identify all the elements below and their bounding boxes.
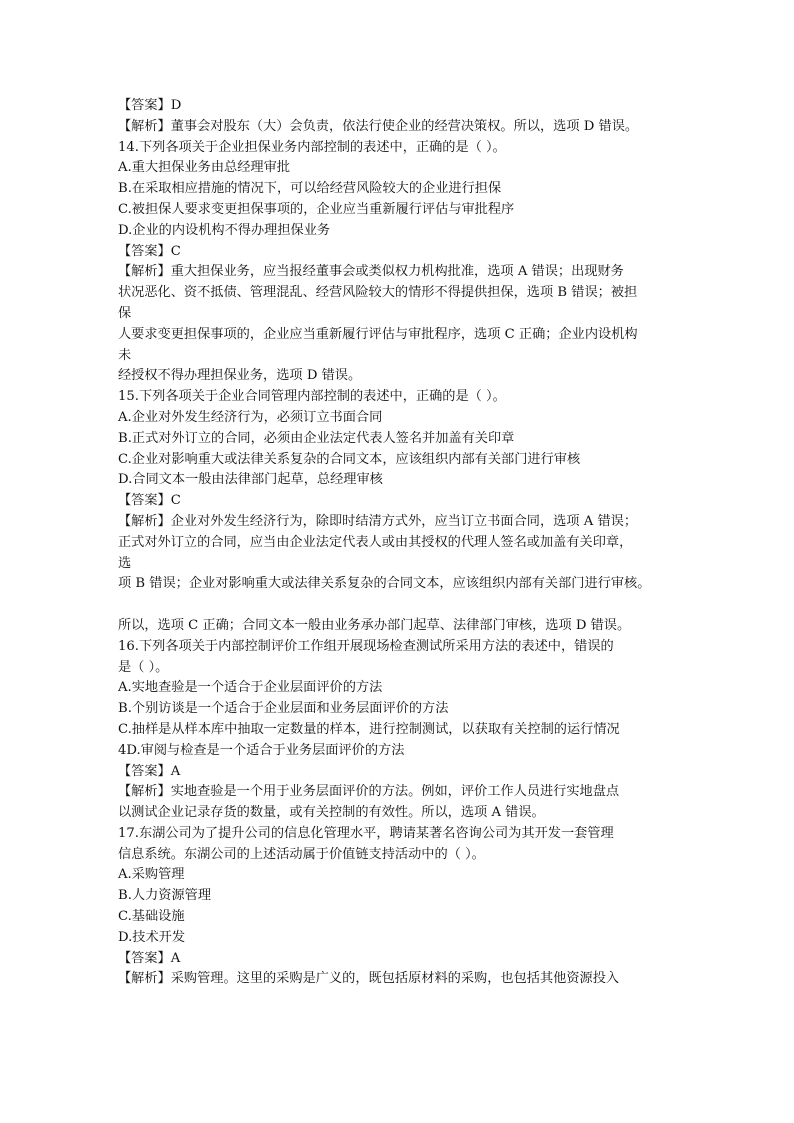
- option-a: A.企业对外发生经济行为，必须订立书面合同: [118, 409, 383, 425]
- explanation-line: 【解析】企业对外发生经济行为，除即时结清方式外，应当订立书面合同，选项 A 错误；: [118, 513, 638, 529]
- option-a: A.实地查验是一个适合于企业层面评价的方法: [118, 680, 383, 696]
- option-b: B.正式对外订立的合同，必须由企业法定代表人签名并加盖有关印章: [118, 430, 515, 446]
- explanation-line: 所以，选项 C 正确；合同文本一般由业务承办部门起草、法律部门审核，选项 D 错误。: [118, 617, 631, 633]
- question-16-cont: 是（ ）。: [118, 659, 169, 675]
- explanation-line: 选: [118, 555, 132, 571]
- answer-line: 【答案】C: [118, 493, 181, 509]
- question-15: 15.下列各项关于企业合同管理内部控制的表述中，正确的是（ ）。: [118, 389, 506, 405]
- explanation-line: 人要求变更担保事项的，企业应当重新履行评估与审批程序，选项 C 正确；企业内设机构: [118, 326, 638, 342]
- explanation-line: 以测试企业记录存货的数量，或有关控制的有效性。所以，选项 A 错误。: [118, 805, 545, 821]
- explanation-line: 【解析】采购管理。这里的采购是广义的，既包括原材料的采购，也包括其他资源投入: [118, 971, 620, 987]
- option-d: 4D.审阅与检查是一个适合于业务层面评价的方法: [118, 742, 405, 758]
- explanation-line: 正式对外订立的合同，应当由企业法定代表人或由其授权的代理人签名或加盖有关印章，: [118, 534, 633, 550]
- answer-line: 【答案】D: [118, 98, 182, 113]
- explanation-line: 项 B 错误；企业对影响重大或法律关系复杂的合同文本，应该组织内部有关部门进行审核。: [118, 576, 651, 592]
- option-b: B.个别访谈是一个适合于企业层面和业务层面评价的方法: [118, 701, 449, 717]
- option-b: B.人力资源管理: [118, 888, 212, 904]
- option-a: A.重大担保业务由总经理审批: [118, 160, 290, 176]
- question-17-cont: 信息系统。东湖公司的上述活动属于价值链支持活动中的（ ）。: [118, 846, 485, 862]
- answer-line: 【答案】A: [118, 763, 181, 779]
- blank-line: [118, 595, 698, 616]
- answer-line: 【答案】A: [118, 950, 181, 966]
- option-c: C.企业对影响重大或法律关系复杂的合同文本，应该组织内部有关部门进行审核: [118, 451, 581, 467]
- question-16: 16.下列各项关于内部控制评价工作组开展现场检查测试所采用方法的表述中，错误的: [118, 638, 614, 654]
- explanation-line: 【解析】董事会对股东（大）会负责，依法行使企业的经营决策权。所以，选项 D 错误。: [118, 118, 639, 134]
- question-14: 14.下列各项关于企业担保业务内部控制的表述中，正确的是（ ）。: [118, 139, 506, 155]
- explanation-line: 未: [118, 347, 132, 363]
- option-c: C.抽样是从样本库中抽取一定数量的样本，进行控制测试，以获取有关控制的运行情况: [118, 721, 620, 737]
- question-17: 17.东湖公司为了提升公司的信息化管理水平，聘请某著名咨询公司为其开发一套管理: [118, 825, 614, 841]
- option-d: D.技术开发: [118, 929, 186, 945]
- explanation-line: 经授权不得办理担保业务，选项 D 错误。: [118, 368, 362, 384]
- option-c: C.基础设施: [118, 909, 185, 925]
- document-body: [118, 96, 698, 990]
- option-c: C.被担保人要求变更担保事项的，企业应当重新履行评估与审批程序: [118, 201, 515, 217]
- option-a: A.采购管理: [118, 867, 185, 883]
- explanation-line: 【解析】实地查验是一个用于业务层面评价的方法。例如，评价工作人员进行实地盘点: [118, 784, 620, 800]
- explanation-line: 状况恶化、资不抵债、管理混乱、经营风险较大的情形不得提供担保，选项 B 错误；被担: [118, 285, 638, 301]
- option-b: B.在采取相应措施的情况下，可以给经营风险较大的企业进行担保: [118, 181, 502, 197]
- answer-line: 【答案】C: [118, 243, 181, 259]
- option-d: D.合同文本一般由法律部门起草，总经理审核: [118, 472, 383, 488]
- explanation-line: 保: [118, 305, 132, 321]
- explanation-line: 【解析】重大担保业务，应当报经董事会或类似权力机构批准，选项 A 错误；出现财务: [118, 264, 624, 280]
- option-d: D.企业的内设机构不得办理担保业务: [118, 222, 331, 238]
